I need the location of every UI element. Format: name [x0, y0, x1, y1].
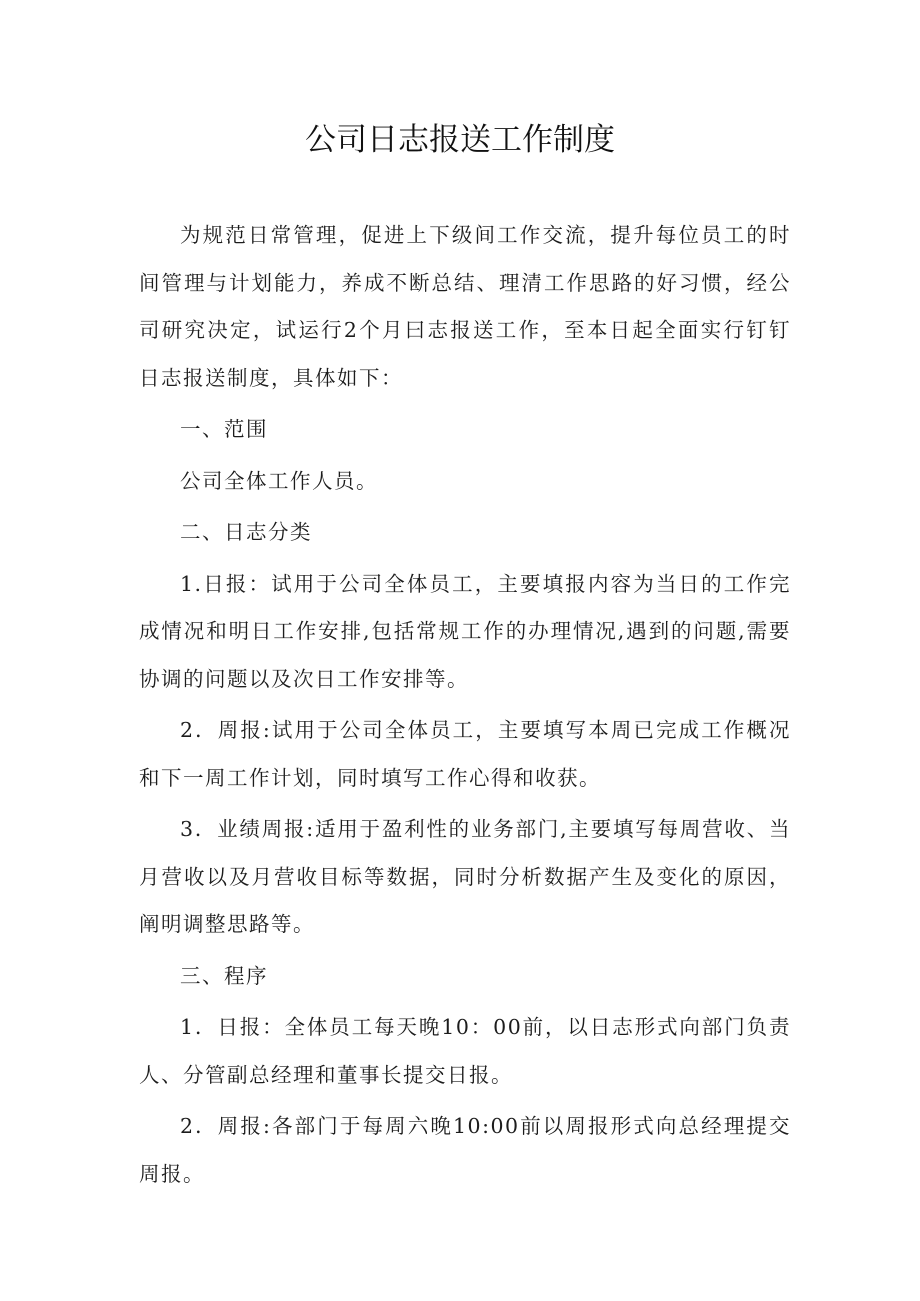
document-body: [139, 212, 791, 1202]
intro-paragraph: 为规范日常管理，促进上下级间工作交流，提升每位员工的时间管理与计划能力，养成不断总结、理清工作思路的好习惯，经公司研究决定，试运行2个月曰志报送工作，至本日起全面实行钉钉日志报送制度，具体如下：: [139, 223, 791, 390]
daily-report-paragraph: 1.日报：试用于公司全体员工，主要填报内容为当日的工作完成情况和明日工作安排,包括常规工作的办理情况,遇到的问题,需要协调的问题以及次日工作安排等。: [139, 571, 791, 691]
document-title: 公司日志报送工作制度: [305, 122, 615, 158]
procedure-weekly-paragraph: 2．周报:各部门于每周六晚10:00前以周报形式向总经理提交周报。: [139, 1114, 791, 1186]
scope-paragraph: 公司全体工作人员。: [180, 468, 378, 493]
procedure-daily-paragraph: 1．日报：全体员工每天晚10：00前，以日志形式向部门负责人、分管副总经理和董事长提交日报。: [139, 1015, 791, 1087]
weekly-report-paragraph: 2．周报:试用于公司全体员工，主要填写本周已完成工作概况和下一周工作计划，同时填写工作心得和收获。: [139, 718, 791, 790]
performance-weekly-paragraph: 3．业绩周报:适用于盈利性的业务部门,主要填写每周营收、当月营收以及月营收目标等数据，同时分析数据产生及变化的原因，阐明调整思路等。: [139, 817, 791, 936]
section-heading-log-types: 二、日志分类: [180, 520, 312, 544]
section-heading-procedure: 三、程序: [180, 963, 268, 988]
section-heading-scope: 一、范围: [180, 417, 268, 441]
